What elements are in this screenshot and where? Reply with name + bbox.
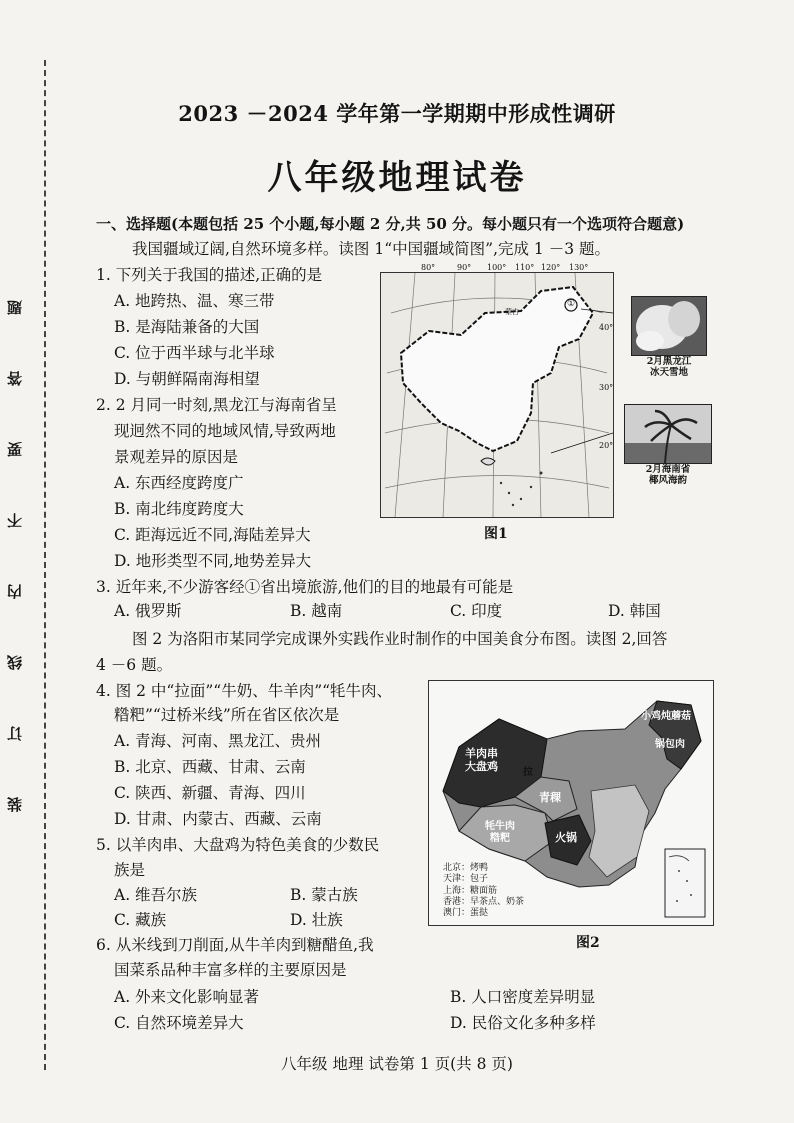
lon-label: 80°	[421, 263, 436, 272]
label-la: 拉	[523, 767, 533, 778]
binding-char: 订	[5, 726, 24, 741]
q5-option-b: B. 蒙古族	[290, 886, 358, 904]
q5-stem-line1: 5. 以羊肉串、大盘鸡为特色美食的少数民	[96, 836, 380, 854]
q1-option-c: C. 位于西半球与北半球	[114, 344, 275, 362]
intro-fig2-line1: 图 2 为洛阳市某同学完成课外实践作业时制作的中国美食分布图。读图 2,回答	[132, 630, 668, 648]
lon-label: 110°	[515, 263, 535, 272]
q3-option-b: B. 越南	[290, 602, 343, 620]
binding-char: 不	[5, 513, 24, 528]
caption-line: 2月黑龙江	[646, 356, 692, 367]
q6-stem-line2: 国菜系品种丰富多样的主要原因是	[114, 961, 347, 979]
lat-label: 20°	[599, 441, 614, 450]
binding-char: 要	[5, 442, 24, 457]
binding-dashed-line	[44, 60, 46, 1070]
q1-stem: 1. 下列关于我国的描述,正确的是	[96, 266, 323, 284]
food-legend: 北京：烤鸭 天津：包子 上海：糖面筋 香港：早茶点、奶茶 澳门：蛋挞	[443, 863, 525, 918]
map-country-label: 蒙古	[505, 308, 519, 316]
lon-label: 130°	[569, 263, 589, 272]
q6-option-a: A. 外来文化影响显著	[114, 988, 260, 1006]
exam-subject-title: 八年级地理试卷	[267, 158, 527, 198]
q4-option-b: B. 北京、西藏、甘肃、云南	[114, 758, 306, 776]
q1-option-b: B. 是海陆兼备的大国	[114, 318, 260, 336]
food-label: 糌粑	[490, 833, 510, 844]
q2-option-b: B. 南北纬度跨度大	[114, 500, 244, 518]
caption-line: 冰天雪地	[649, 367, 688, 379]
q5-option-c: C. 藏族	[114, 911, 167, 929]
binding-char: 答	[5, 371, 24, 386]
lat-label: 30°	[599, 383, 614, 392]
food-label: 牦牛肉	[485, 821, 515, 832]
photo-snow	[631, 296, 707, 356]
food-label: 羊肉串	[465, 747, 498, 760]
binding-margin-text	[2, 300, 26, 812]
section-heading: 一、选择题(本题包括 25 个小题,每小题 2 分,共 50 分。每小题只有一个选项符合题意)	[96, 215, 685, 233]
lat-label: 40°	[599, 323, 614, 332]
q2-option-d: D. 地形类型不同,地势差异大	[114, 552, 312, 570]
label-qinghai: 青稞	[539, 791, 561, 804]
caption-line: 2月海南省	[645, 464, 691, 475]
q4-option-d: D. 甘肃、内蒙古、西藏、云南	[114, 810, 322, 828]
intro-fig2-line2: 4 －6 题。	[96, 656, 173, 674]
binding-char: 线	[5, 655, 24, 670]
q2-stem-line3: 景观差异的原因是	[114, 448, 239, 466]
q6-stem-line1: 6. 从米线到刀削面,从牛羊肉到糖醋鱼,我	[96, 936, 374, 954]
figure2-food-map	[428, 680, 714, 926]
q3-option-a: A. 俄罗斯	[114, 602, 182, 620]
q6-option-d: D. 民俗文化多种多样	[450, 1014, 596, 1032]
palm-scene-image	[625, 405, 711, 463]
q4-stem-line2: 糌粑”“过桥米线”所在省区依次是	[114, 706, 340, 724]
q2-option-a: A. 东西经度跨度广	[114, 474, 244, 492]
q2-option-c: C. 距海远近不同,海陆差异大	[114, 526, 311, 544]
snow-scene-image	[632, 297, 706, 355]
label-tibet	[485, 821, 515, 845]
label-heilongjiang: 小鸡炖蘑菇	[641, 711, 691, 722]
figure1-map	[380, 263, 614, 518]
food-label: 大盘鸡	[465, 760, 498, 774]
lon-label: 100°	[487, 263, 507, 272]
figure2-label: 图2	[576, 935, 600, 951]
label-xinjiang	[465, 747, 498, 773]
q6-option-b: B. 人口密度差异明显	[450, 988, 596, 1006]
q5-stem-line2: 族是	[114, 861, 146, 879]
figure1-map-drawing	[381, 273, 613, 517]
exam-title: 2023 －2024 学年第一学期期中形成性调研	[178, 101, 616, 126]
q2-stem-line1: 2. 2 月同一时刻,黑龙江与海南省呈	[96, 396, 337, 414]
lon-label: 90°	[457, 263, 472, 272]
q5-option-d: D. 壮族	[290, 911, 343, 929]
lon-label: 120°	[541, 263, 561, 272]
photo-palm	[624, 404, 712, 464]
page-footer: 八年级 地理 试卷第 1 页(共 8 页)	[281, 1055, 513, 1073]
photo-palm-caption	[624, 464, 712, 487]
q3-option-c: C. 印度	[450, 602, 503, 620]
q4-stem-line1: 4. 图 2 中“拉面”“牛奶、牛羊肉”“牦牛肉、	[96, 682, 393, 700]
intro-fig1: 我国疆域辽阔,自然环境多样。读图 1“中国疆域简图”,完成 1 －3 题。	[132, 240, 610, 258]
binding-char: 装	[5, 797, 24, 812]
q5-option-a: A. 维吾尔族	[114, 886, 198, 904]
label-jilin: 锅包肉	[655, 739, 685, 750]
q1-option-d: D. 与朝鲜隔南海相望	[114, 370, 260, 388]
q2-stem-line2: 现迥然不同的地域风情,导致两地	[114, 422, 336, 440]
q1-option-a: A. 地跨热、温、寒三带	[114, 292, 275, 310]
photo-snow-caption	[631, 356, 707, 379]
q4-option-c: C. 陕西、新疆、青海、四川	[114, 784, 306, 802]
binding-char: 题	[5, 300, 24, 315]
figure1-label: 图1	[484, 526, 508, 542]
q6-option-c: C. 自然环境差异大	[114, 1014, 244, 1032]
caption-line: 椰风海韵	[648, 475, 687, 487]
q3-option-d: D. 韩国	[608, 602, 661, 620]
binding-char: 内	[5, 584, 24, 599]
q3-stem: 3. 近年来,不少游客经①省出境旅游,他们的目的地最有可能是	[96, 578, 514, 596]
label-sichuan: 火锅	[555, 831, 577, 844]
q4-option-a: A. 青海、河南、黑龙江、贵州	[114, 732, 322, 750]
province-marker: ①	[567, 299, 576, 309]
